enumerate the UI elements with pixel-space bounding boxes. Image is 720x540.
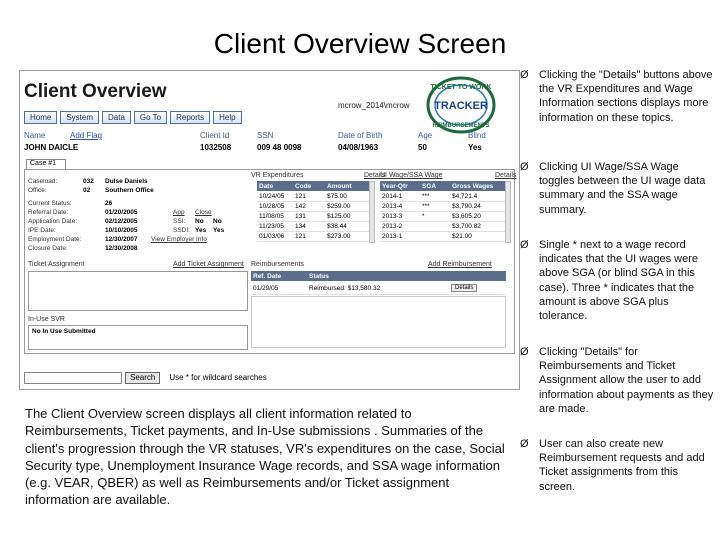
wage-row: 2014-1 *** $4,721.4 — [380, 192, 505, 202]
vr-col-date: Date — [259, 182, 274, 190]
dob-label: Date of Birth — [338, 131, 383, 140]
wage-row: 2013-2 $3,700.82 — [380, 222, 505, 232]
view-employer-link[interactable]: View Employer Info — [151, 236, 207, 243]
logo-top-text: TICKET TO WORK — [430, 84, 492, 91]
search-input[interactable] — [24, 372, 122, 384]
vr-row: 10/28/05 142 $259.00 — [257, 202, 369, 212]
logo-bottom-text: REIMBURSEMENTS — [432, 123, 490, 129]
wage-row: 2013-4 *** $3,790.24 — [380, 202, 505, 212]
ticket-assignment-box — [28, 271, 248, 311]
ssn-value: 009 48 0098 — [257, 143, 302, 152]
vr-col-code: Code — [295, 182, 312, 190]
vr-row: 11/23/05 134 $38.44 — [257, 222, 369, 232]
ssdi-label: SSDI: — [173, 227, 190, 234]
wage-table-header — [380, 181, 505, 191]
in-use-label: In-Use SVR — [28, 316, 65, 323]
wage-row: 2013-1 $21.00 — [380, 232, 505, 242]
app-title: Client Overview — [24, 81, 167, 102]
ticket-to-work-tracker-logo — [425, 75, 497, 135]
add-ticket-assignment-link[interactable]: Add Ticket Assignment — [173, 261, 244, 268]
closure-date: 12/30/2008 — [105, 245, 138, 252]
menu-go-to[interactable]: Go To — [134, 111, 167, 124]
status-value: 26 — [105, 200, 113, 207]
bullet-arrow-icon: Ø — [520, 239, 529, 251]
vr-expenditures-label: VR Expenditures — [251, 172, 304, 179]
vr-row: 10/24/05 121 $75.00 — [257, 192, 369, 202]
ticket-assignment-label: Ticket Assignment — [28, 261, 85, 268]
reimb-table-header — [251, 271, 506, 281]
client-id: 1032508 — [200, 143, 232, 152]
wage-details-link[interactable]: Details — [495, 172, 517, 179]
add-reimbursement-link[interactable]: Add Reimbursement — [428, 261, 492, 268]
ssi-status: No — [213, 218, 222, 225]
description-text: The Client Overview screen displays all client information related to Reimbursements, Ticket payments, and In-Use submissions . Summaries of the client's progression through the VR statuses, VR's expenditures on the case, Social Security type, Unemployment Insurance Wage records, and SSA wage information (e.g. VEAR, QBER) as well as Reimbursements and/or Ticket assignment information are available. — [25, 406, 505, 508]
status-label: Current Status: — [28, 200, 72, 207]
age-label: Age — [418, 131, 433, 140]
wage-row: 2013-3 * $3,605.20 — [380, 212, 505, 222]
bullet-arrow-icon: Ø — [520, 438, 529, 450]
client-name: JOHN DAICLE — [24, 143, 79, 152]
reimb-details-button[interactable]: Details — [451, 284, 477, 292]
ipe-date: 10/10/2005 — [105, 227, 138, 234]
age-value: 50 — [418, 143, 427, 152]
bullet-text: Single * next to a wage record indicates that the UI wages were above SGA (or blind SGA in this case). Three * indicates that the amount is above SGA plus tolerance. — [539, 239, 698, 323]
application-date: 02/12/2005 — [105, 218, 138, 225]
vr-col-amount: Amount — [327, 182, 352, 190]
reimb-row: 01/29/05 Reimbursed: $13,580.32 — [251, 283, 506, 295]
bullet-arrow-icon: Ø — [520, 346, 529, 358]
blind-value: Yes — [468, 143, 482, 152]
ssdi-value: Yes — [195, 227, 207, 234]
user-name: mcrow_2014\mcrow — [338, 101, 410, 110]
office-label: Office: — [28, 187, 47, 194]
vr-row: 01/03/06 121 $273.00 — [257, 232, 369, 242]
bullet-text: User can also create new Reimbursement requests and add Ticket assignments from this screen. — [539, 438, 705, 493]
wage-col-gross: Gross Wages — [452, 182, 494, 190]
caseload-code: 032 — [83, 178, 94, 185]
ssi-value: No — [195, 218, 204, 225]
in-use-box — [28, 325, 248, 350]
office-code: 02 — [83, 187, 91, 194]
closure-label: Closure Date: — [28, 245, 68, 252]
menu-data[interactable]: Data — [102, 111, 131, 124]
menu-home[interactable]: Home — [24, 111, 57, 124]
reimbursements-label: Reimbursements — [251, 261, 304, 268]
ipe-label: IPE Date: — [28, 227, 56, 234]
menu-system[interactable]: System — [60, 111, 99, 124]
vr-table-header — [257, 181, 369, 191]
ssn-label: SSN — [257, 131, 274, 140]
menu-help[interactable]: Help — [213, 111, 241, 124]
wage-col-year-qtr: Year-Qtr — [382, 182, 408, 190]
ssi-label: SSI: — [173, 218, 186, 225]
wage-scrollbar[interactable] — [505, 181, 511, 243]
office-name: Southern Office — [105, 187, 154, 194]
search-hint: Use * for wildcard searches — [169, 373, 267, 382]
referral-label: Referral Date: — [28, 209, 69, 216]
reimb-col-status: Status — [309, 272, 329, 280]
logo-middle-text: TRACKER — [434, 100, 488, 112]
caseload-row — [28, 178, 57, 185]
search-button[interactable]: Search — [125, 372, 160, 384]
application-label: Application Date: — [28, 218, 78, 225]
ssdi-status: Yes — [213, 227, 225, 234]
reimb-col-ref-date: Ref. Date — [253, 272, 282, 280]
dob-value: 04/08/1963 — [338, 143, 379, 152]
bullet-arrow-icon: Ø — [520, 161, 529, 173]
client-overview-screenshot — [19, 70, 520, 390]
bullet-text: Clicking UI Wage/SSA Wage toggles between the UI wage data summary and the SSA wage summary. — [539, 161, 706, 216]
vr-scrollbar[interactable] — [369, 181, 375, 243]
caseload-label: Caseload: — [28, 178, 58, 185]
menu-reports[interactable]: Reports — [170, 111, 210, 124]
referral-date: 01/20/2005 — [105, 209, 138, 216]
caseload-name: Dulse Daniels — [105, 178, 148, 185]
menu-bar — [24, 111, 242, 124]
vr-row: 11/08/05 131 $125.00 — [257, 212, 369, 222]
client-id-label: Client Id — [200, 131, 230, 140]
in-use-value: No In Use Submitted — [32, 328, 96, 335]
slide-title: Client Overview Screen — [213, 28, 507, 59]
add-flag-link[interactable]: Add Flag — [70, 131, 103, 140]
name-label: Name — [24, 131, 46, 140]
close-link[interactable]: Close — [195, 209, 212, 216]
bullet-text: Clicking "Details" for Reimbursements and Ticket Assignment allow the user to add information about payments as they are made. — [539, 346, 714, 415]
bullet-text: Clicking the "Details" buttons above the VR Expenditures and Wage Information sections displays more information on these topics. — [539, 69, 713, 124]
employment-date: 12/30/2007 — [105, 236, 138, 243]
reimb-table-body — [251, 296, 506, 348]
case-panel — [24, 169, 515, 354]
vr-details-link[interactable]: Details — [364, 172, 386, 179]
bullet-arrow-icon: Ø — [520, 69, 529, 81]
wage-toggle-link[interactable]: UI Wage/SSA Wage — [380, 172, 443, 179]
case-tab[interactable]: Case #1 — [26, 159, 66, 170]
search-row — [24, 371, 267, 384]
employment-label: Employment Date: — [28, 236, 82, 243]
wage-col-sga: SGA — [422, 182, 437, 190]
app-link[interactable]: App — [173, 209, 185, 216]
blind-label: Blind — [468, 131, 486, 140]
